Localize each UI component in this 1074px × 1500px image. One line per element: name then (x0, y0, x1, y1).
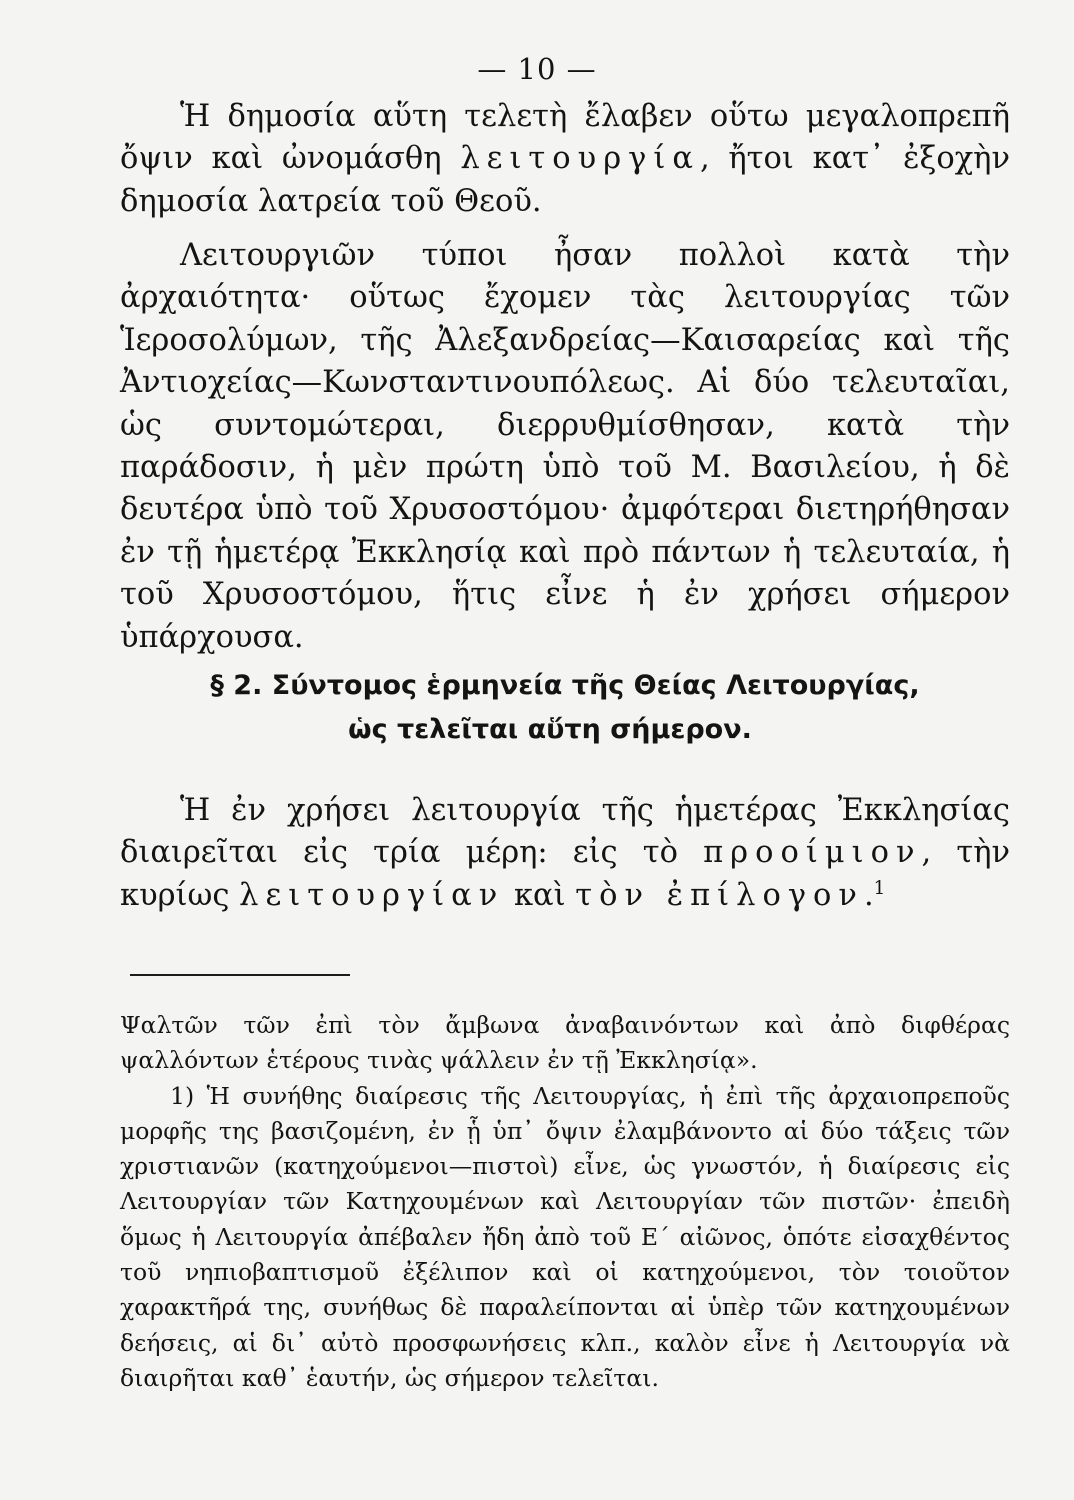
footnote-carryover: Ψαλτῶν τῶν ἐπὶ τὸν ἄμβωνα ἀναβαινόντων καὶ ἀπὸ διφθέρας ψαλλόντων ἑτέρους τινὰς ψάλλειν ἐν τῇ Ἐκκλησίᾳ». (120, 1011, 1010, 1075)
paragraph-1-text-b: , ἤτοι κατ᾽ ἐξοχὴν δημοσία λατρεία τοῦ Θεοῦ. (120, 141, 1010, 219)
paragraph-3-text-b: , τὴν κυρίως (120, 835, 1011, 913)
footnote-divider (130, 974, 350, 976)
footnotes (120, 1008, 1010, 1396)
paragraph-2-text: Λειτουργιῶν τύποι ἦσαν πολλοὶ κατὰ τὴν ἀρχαιότητα· οὕτως ἔχομεν τὰς λειτουργίας τῶν Ἱεροσολύμων, τῆς Ἀλεξανδρείας—Καισαρείας καὶ τῆς Ἀντιοχείας—Κωνσταντινουπόλεως. Αἱ δύο τελευταῖαι, ὡς συντομώτεραι, διερρυθμίσθησαν, κατὰ τὴν παράδοσιν, ἡ μὲν πρώτη ὑπὸ τοῦ Μ. Βασιλείου, ἡ δὲ δευτέρα ὑπὸ τοῦ Χρυσοστόμου· ἀμφότεραι διετηρήθησαν ἐν τῇ ἡμετέρᾳ Ἐκκλησίᾳ καὶ πρὸ πάντων ἡ τελευταία, ἡ τοῦ Χρυσοστόμου, ἥτις εἶνε ἡ ἐν χρήσει σήμερον ὑπάρχουσα. (120, 238, 1010, 655)
section-heading-line-2: ὡς τελεῖται αὕτη σήμερον. (348, 714, 752, 745)
paragraph-3-term-epilogos: τὸν ἐπίλογον (575, 877, 864, 913)
paragraph-1-text-a: Ἡ δημοσία αὕτη τελετὴ ἔλαβεν οὕτω μεγαλοπρεπῆ ὄψιν καὶ ὠνομάσθη (120, 99, 1010, 177)
page-number: — 10 — (477, 52, 597, 86)
paragraph-1-spaced-term: λειτουργία (460, 141, 700, 177)
paragraph-1 (120, 96, 1010, 223)
paragraph-3-term-leitourgia: λειτουργίαν (239, 877, 505, 913)
paragraph-3-text-c: καὶ (504, 877, 576, 913)
paragraph-3-text-d: . (863, 877, 874, 913)
paragraph-3-text-a: Ἡ ἐν χρήσει λειτουργία τῆς ἡμετέρας Ἐκκλησίας διαιρεῖται εἰς τρία μέρη: εἰς τὸ (120, 793, 1010, 871)
section-heading-line-1: § 2. Σύντομος ἑρμηνεία τῆς Θείας Λειτουργίας, (210, 670, 920, 701)
paragraph-2 (120, 235, 1010, 659)
paragraph-3-term-prooimion: προοίμιον (703, 835, 922, 871)
section-heading (120, 664, 1010, 752)
paragraph-3 (120, 790, 1010, 917)
footnote-reference-mark: 1 (873, 877, 886, 899)
footnote-1: 1) Ἡ συνήθης διαίρεσις τῆς Λειτουργίας, ἡ ἐπὶ τῆς ἀρχαιοπρεποῦς μορφῆς της βασιζομένη, ἐν ᾗ ὑπ᾽ ὄψιν ἐλαμβάνοντο αἱ δύο τάξεις τῶν χριστιανῶν (κατηχούμενοι—πιστοὶ) εἶνε, ὡς γνωστόν, ἡ διαίρεσις εἰς Λειτουργίαν τῶν Κατηχουμένων καὶ Λειτουργίαν τῶν πιστῶν· ἐπειδὴ ὅμως ἡ Λειτουργία ἀπέβαλεν ἤδη ἀπὸ τοῦ Ε΄ αἰῶνος, ὁπότε εἰσαχθέντος τοῦ νηπιοβαπτισμοῦ ἐξέλιπον καὶ οἱ κατηχούμενοι, τὸν τοιοῦτον χαρακτῆρά της, συνήθως δὲ παραλείπονται αἱ ὑπὲρ τῶν κατηχουμένων δεήσεις, αἱ δι᾽ αὐτὸ προσφωνήσεις κλπ., καλὸν εἶνε ἡ Λειτουργία νὰ διαιρῆται καθ᾽ ἑαυτήν, ὡς σήμερον τελεῖται. (120, 1081, 1010, 1392)
